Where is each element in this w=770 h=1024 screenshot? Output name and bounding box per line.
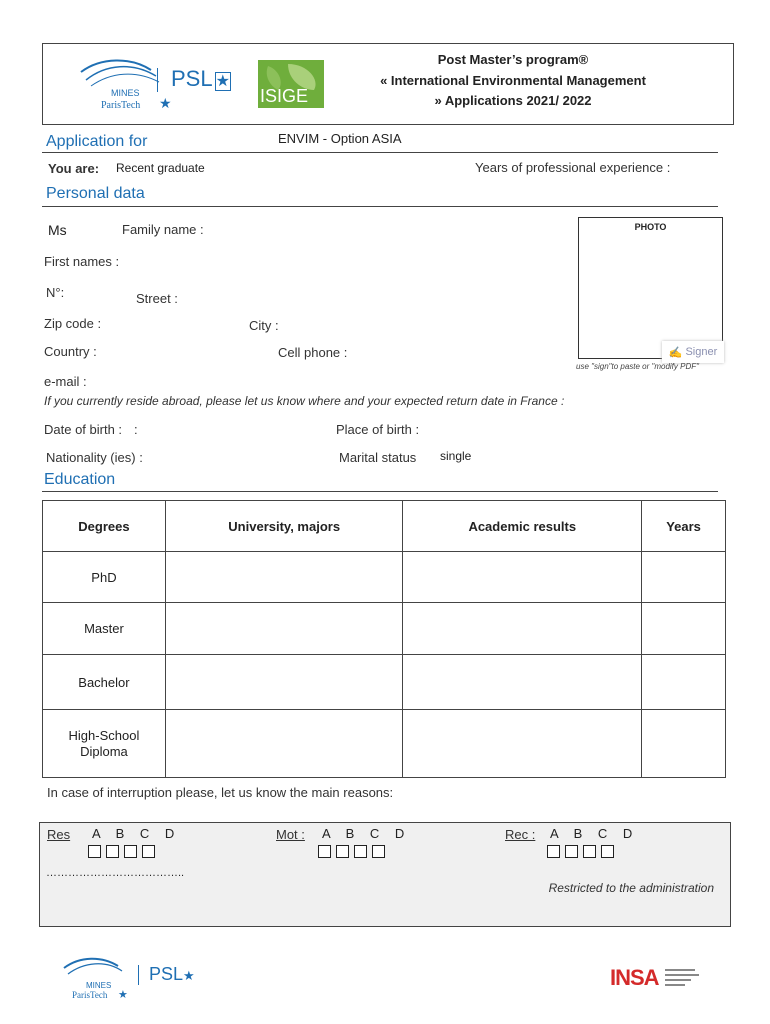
footer-psl-text: PSL <box>149 964 184 984</box>
nationality-label: Nationality (ies) : <box>46 450 143 465</box>
street-label: Street : <box>136 291 178 306</box>
education-rule <box>42 491 718 492</box>
interruption-label: In case of interruption please, let us know the main reasons: <box>47 785 394 800</box>
dob-separator: : <box>134 422 138 437</box>
signer-button[interactable] <box>662 341 724 363</box>
signer-icon: ✍ <box>668 346 683 359</box>
rec-checkboxes <box>547 845 619 863</box>
column-header: Years <box>642 501 726 552</box>
restricted-label: Restricted to the administration <box>548 881 714 895</box>
column-header: Academic results <box>403 501 642 552</box>
marital-label: Marital status <box>339 450 417 465</box>
mot-checkboxes <box>318 845 390 863</box>
footer-paristech-text: ParisTech <box>72 990 108 1000</box>
education-table <box>42 500 726 778</box>
mot-checkbox-a[interactable] <box>318 845 331 858</box>
university-cell[interactable] <box>165 603 403 655</box>
results-cell[interactable] <box>403 552 642 603</box>
psl-logo <box>171 66 231 92</box>
res-checkbox-b[interactable] <box>106 845 119 858</box>
mot-letters: A B C D <box>322 826 411 841</box>
cell-label: Cell phone : <box>278 345 348 360</box>
mines-paristech-logo <box>71 52 181 112</box>
paristech-text: ParisTech <box>101 100 141 111</box>
title-value[interactable]: Ms <box>48 222 67 238</box>
university-cell[interactable] <box>165 710 403 778</box>
res-label: Res <box>47 827 71 842</box>
marital-value[interactable]: single <box>440 449 472 463</box>
column-header: University, majors <box>165 501 403 552</box>
table-row <box>43 655 726 710</box>
footer-psl-logo <box>149 964 195 985</box>
title-line-1: Post Master’s program® <box>437 52 589 67</box>
insa-logo: INSA <box>610 965 659 990</box>
isige-text: ISIGE <box>260 86 309 106</box>
application-value[interactable]: ENVIM - Option ASIA <box>278 131 402 146</box>
mot-checkbox-b[interactable] <box>336 845 349 858</box>
pob-label: Place of birth : <box>336 422 420 437</box>
footer-psl-star-icon: ★ <box>183 968 195 983</box>
email-label: e-mail : <box>44 374 87 389</box>
footer-mines-text: MINES <box>86 981 112 990</box>
title-line-2: « International Environmental Management <box>380 72 646 88</box>
table-header-row <box>43 501 726 552</box>
mot-label: Mot : <box>276 827 305 842</box>
experience-label: Years of professional experience : <box>475 160 671 175</box>
application-rule <box>42 152 718 153</box>
rec-checkbox-d[interactable] <box>601 845 614 858</box>
star-icon: ★ <box>159 95 172 111</box>
res-letters: A B C D <box>92 826 181 841</box>
application-heading: Application for <box>46 133 148 150</box>
abroad-note: If you currently reside abroad, please let us know where and your expected return date in France : <box>44 394 565 408</box>
degree-cell <box>43 710 166 778</box>
admin-dots: ……………………………….. <box>46 867 185 879</box>
signer-hint: use "sign"to paste or "modify PDF" <box>576 362 699 371</box>
results-cell[interactable] <box>403 655 642 710</box>
rec-label: Rec : <box>505 827 536 842</box>
university-cell[interactable] <box>165 552 403 603</box>
rec-letters: A B C D <box>550 826 639 841</box>
psl-star-icon: ★ <box>215 73 230 90</box>
dob-label: Date of birth : <box>44 422 123 437</box>
logo-divider <box>157 68 158 92</box>
results-cell[interactable] <box>403 710 642 778</box>
psl-text: PSL <box>171 66 213 91</box>
family-name-label: Family name : <box>122 222 204 237</box>
country-label: Country : <box>44 344 97 359</box>
footer-divider <box>138 965 139 985</box>
header-box <box>42 43 734 125</box>
degree-cell: Bachelor <box>43 655 166 710</box>
years-cell[interactable] <box>642 552 726 603</box>
degree-cell: Master <box>43 603 166 655</box>
rec-checkbox-a[interactable] <box>547 845 560 858</box>
signer-label: Signer <box>685 346 718 358</box>
administration-box <box>39 822 731 927</box>
university-cell[interactable] <box>165 655 403 710</box>
title-line-3: » Applications 2021/ 2022 <box>434 93 592 108</box>
you-are-value[interactable]: Recent graduate <box>116 161 205 175</box>
res-checkboxes <box>88 845 160 863</box>
table-row <box>43 710 726 778</box>
first-names-label: First names : <box>44 254 120 269</box>
rec-checkbox-c[interactable] <box>583 845 596 858</box>
photo-box[interactable] <box>578 217 723 359</box>
isige-logo <box>258 60 324 108</box>
results-cell[interactable] <box>403 603 642 655</box>
table-row <box>43 552 726 603</box>
personal-heading: Personal data <box>46 185 145 202</box>
mot-checkbox-c[interactable] <box>354 845 367 858</box>
res-checkbox-a[interactable] <box>88 845 101 858</box>
photo-label: PHOTO <box>634 222 667 232</box>
table-row <box>43 603 726 655</box>
personal-rule <box>42 206 718 207</box>
number-label: N°: <box>46 285 65 300</box>
you-are-label: You are: <box>48 161 100 176</box>
program-title <box>363 50 663 112</box>
insa-fine-print <box>665 969 699 987</box>
mot-checkbox-d[interactable] <box>372 845 385 858</box>
header-logos <box>43 44 343 124</box>
footer-star-icon: ★ <box>118 989 128 1001</box>
degree-cell: PhD <box>43 552 166 603</box>
rec-checkbox-b[interactable] <box>565 845 578 858</box>
years-cell[interactable] <box>642 710 726 778</box>
res-checkbox-c[interactable] <box>124 845 137 858</box>
degree-label: High-School Diploma <box>68 727 140 759</box>
mines-text: MINES <box>111 88 140 98</box>
footer-mines-logo <box>58 952 138 1002</box>
years-cell[interactable] <box>642 603 726 655</box>
zip-label: Zip code : <box>44 316 102 331</box>
city-label: City : <box>249 318 279 333</box>
column-header: Degrees <box>43 501 166 552</box>
years-cell[interactable] <box>642 655 726 710</box>
education-heading: Education <box>44 471 116 488</box>
res-checkbox-d[interactable] <box>142 845 155 858</box>
